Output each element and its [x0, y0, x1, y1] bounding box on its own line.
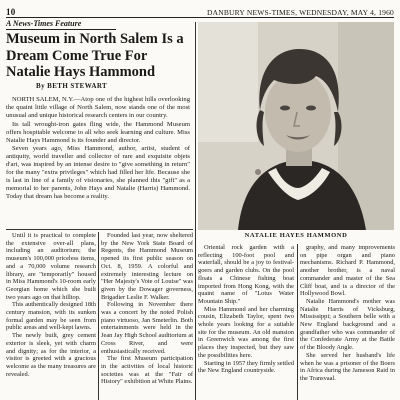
column-rule [98, 232, 99, 400]
lead-paragraph: Seven years ago, Miss Hammond, author, artist, student of antiquity, world traveller and collector of rare and exquisite objets d'art, was inspired by an intense desire to "give something in return" for the many "extra privileges" which had filled her life. Because she is last in line of a family of visionaries, she planned this "gift" as a memorial to her parents, John Hays and Natalie (Harris) Hammond. Today that dream has become a reality. [6, 145, 190, 200]
masthead-title: DANBURY NEWS-TIMES, WEDNESDAY, MAY 4, 1960 [206, 8, 394, 17]
column-paragraph: Miss Hammond and her charming cousin, Elizabeth Taylor, spent two whole years looking for a suitable site for the museum. An old mansion in Greenwich was among the first places they inspected, but they saw the possibilities here. [198, 305, 294, 359]
column-paragraph: This authentically designed 18th century mansion, with its sunken formal garden may be seen from public areas and well-kept lawns. [6, 301, 96, 332]
column-paragraph: Until it is practical to complete the extensive over-all plans, including an auditorium; the museum's 100,000 priceless items, and a 70,000 volume research library, are "temporarily" housed in Miss Hammond's 10-room early Georgian home which she built two years ago on that hilltop. [6, 232, 96, 301]
byline: By BETH STEWART [36, 82, 108, 90]
column-paragraph: Starting in 1957 they firmly settled the New England countryside. [198, 359, 294, 375]
article-column-3 [198, 244, 294, 400]
column-paragraph: Natalie Hammond's mother was Natalie Harris of Vicksburg, Mississippi; a Southern belle with a New England background and a grandfather who was commander of the Confederate Army at the Battle of the Bloody Angle. [300, 297, 395, 352]
section-divider [6, 229, 193, 230]
page-number: 10 [6, 7, 16, 17]
column-paragraph: Following in November there was a concert by the noted Polish piano virtuoso, Jan Smeterlin. Both entertainments were held in the Jean Jay High School auditorium at Cross River, and were enthusiastically received. [101, 301, 193, 355]
photo-caption: NATALIE HAYES HAMMOND [244, 232, 348, 239]
column-paragraph: Founded last year, now sheltered by the New York State Board of Regents, the Hammond Museum opened its first public season on Oct. 8, 1959. A colorful and extremely interesting lecture on "Her Majesty's Vote of Louise" was given by the Dowager governess, Brigadier Leslie F. Walker. [101, 232, 193, 301]
article-headline: Museum in North Salem Is a Dream Come True For Natalie Hays Hammond [6, 31, 184, 80]
portrait-photo [198, 22, 394, 230]
feature-label: A News-Times Feature [6, 19, 116, 30]
column-rule [297, 244, 298, 400]
article-column-4 [300, 244, 395, 400]
portrait-illustration [198, 22, 394, 230]
column-paragraph: She served her husband's life when he was a prisoner of the Boers in Africa during the Jameson Raid in the Transvaal. [300, 351, 395, 382]
column-paragraph: Oriental rock garden with a reflecting 100-foot pool and waterfall, should be a joy to festival-goers and garden clubs. On the pool floats a Chinese fishing boat imported from Hong Kong, with the quaint name of "Lotus Water Mountain Ship." [198, 244, 294, 305]
masthead [6, 4, 394, 18]
column-paragraph: The newly built, grey cement exterior is sleek, yet with charm and dignity; as for the interior, a visitor is greeted with a gracious welcome as the many treasures are revealed. [6, 332, 96, 378]
column-paragraph: The first Museum participation in the activities of local historic societies was at the "Fair of History" exhibition at White Plains. [101, 355, 193, 386]
lead-text [6, 96, 190, 202]
column-rule [195, 22, 196, 400]
lead-paragraph: Its tall wrought-iron gates fling wide, the Hammond Museum offers hospitable welcome to all who seek learning and culture. Miss Natalie Hays Hammond is its founder and director. [6, 120, 190, 144]
article-column-1 [6, 232, 96, 400]
article-column-2 [101, 232, 193, 400]
column-paragraph: graphy, and many improvements on pipe organ and piano mechanisms. Richard P. Hammond, another brother, is a naval commander and master of the Sea Cliff boat, and is a director of the Hollywood Bowl. [300, 244, 395, 298]
lead-paragraph: NORTH SALEM, N.Y.—Atop one of the highest hills overlooking the quaint little village of North Salem, now stands one of the most unusual and unique historical research centers in our country. [6, 96, 190, 119]
